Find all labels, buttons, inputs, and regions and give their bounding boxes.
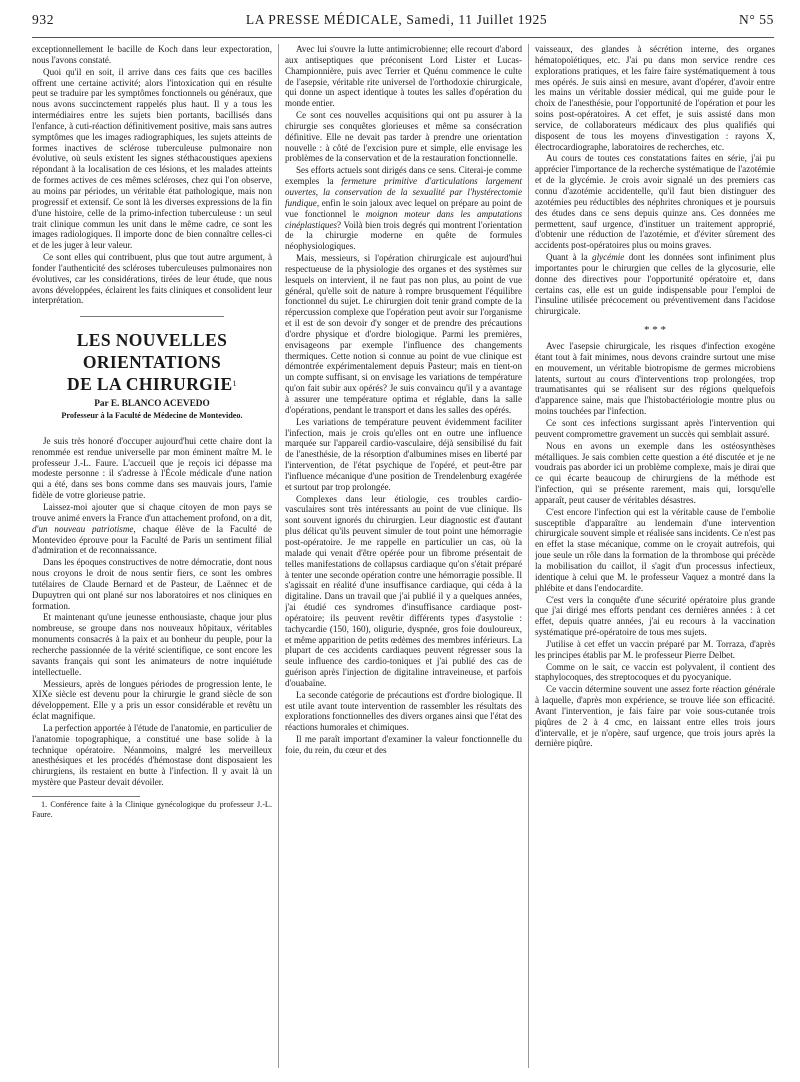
text-run: Laissez-moi ajouter que si chaque citoyen de mon pays se trouve animé envers la France d'un attachement profond, on a dit, bbox=[32, 502, 272, 523]
column-separator bbox=[528, 44, 529, 1068]
footnote: 1. Conférence faite à la Clinique gynécologique du professeur J.-L. Faure. bbox=[32, 799, 272, 819]
journal-title: LA PRESSE MÉDICALE, Samedi, 11 Juillet 1925 bbox=[245, 12, 548, 27]
paragraph bbox=[535, 252, 775, 317]
article-title bbox=[32, 329, 272, 395]
column-separator bbox=[278, 44, 279, 1068]
text-run: , enfin le soin jaloux avec lequel on prépare au point de vue fonctionnel le bbox=[285, 197, 522, 219]
section-divider bbox=[80, 316, 224, 317]
paragraph: Avec l'asepsie chirurgicale, les risques d'infection exogène étant tout à fait minimes, nous devons craindre surtout une mise en mouvement, un véritable biotropisme de germes microbiens latents, surtout au cours d'interventions trop prolongées, trop traumatisantes qui se réalisent sur des régions quelquefois d'apparence saine, mais que l'histobactériologie montre plus ou moins touchées par l'infection. bbox=[535, 341, 775, 417]
paragraph: La seconde catégorie de précautions est d'ordre biologique. Il est utile avant toute intervention de rassembler les résultats des explorations fonctionnelles des divers organes ainsi que l'état des réactions humorales et chimiques. bbox=[285, 689, 522, 733]
text-run: , chaque élève de la Faculté de Montevideo éprouve pour la Faculté de Paris un sentiment filial d'admiration et de reconnaissance. bbox=[32, 523, 272, 556]
paragraph: Quoi qu'il en soit, il arrive dans ces faits que ces bacilles offrent une certaine activité; alors l'intoxication qui en résulte peut se traduire par les symptômes fonctionnels ou généraux, que nous avons succinctement rappelés plus haut. Il y a tous les intermédiaires entre les sujets bien portants, bacillisés dans l'enfance, à cuti-réaction définitivement positive, mais sans autres symptômes que les images radiographiques, les sujets atteints de formes inactives de sclérose tuberculeuse pulmonaire non évolutive, où seuls existent les signes stéthacoustiques apexiens répondant à la localisation de ces lésions, et les malades atteints de formes actives de ces mêmes scléroses, chez qui l'on observe, au moins par périodes, un véritable état pathologique, mais non progressif et extensif. Ce sont là les diverses expressions de la fin d'une histoire, celle de la primo-infection tuberculeuse : un seul trait clinique commun les unit dans le même cadre, ce sont les images radiologiques. Il importe donc de bien connaître celles-ci et de les juger à leur valeur. bbox=[32, 66, 272, 251]
text-run: Quant à la bbox=[546, 252, 593, 263]
paragraph: exceptionnellement le bacille de Koch dans leur expectoration, nous l'avons constaté. bbox=[32, 44, 272, 65]
author-byline: Par E. BLANCO ACEVEDO bbox=[94, 399, 210, 410]
footnote-rule bbox=[32, 796, 140, 797]
paragraph bbox=[285, 165, 522, 252]
paragraph: Ce vaccin détermine souvent une assez forte réaction générale à laquelle, d'après mon expérience, se trouve liée son efficacité. Avant l'intervention, je fais faire par voie sous-cutanée trois piqûres de 2 à 4 cmc, en laissant entre elles trois jours d'intervalle, et je n'opère, sauf urgence, que trois jours après la dernière piqûre. bbox=[535, 684, 775, 749]
text-run: ? Voilà bien trois degrés qui montrent l'orientation de la chirurgie moderne en quête de formules néophysiologiques. bbox=[285, 219, 522, 252]
paragraph: Ce sont ces nouvelles acquisitions qui ont pu assurer à la chirurgie ses conquêtes glorieuses et même sa consécration définitive. Elle ne devait pas tarder à prendre une orientation nouvelle : à côté de l'excision pure et simple, elle envisage les problèmes de la conservation et de la restauration fonctionnelle. bbox=[285, 110, 522, 164]
paragraph: C'est encore l'infection qui est la véritable cause de l'embolie susceptible d'apparaître au lendemain d'une intervention chirurgicale souvent simple et réalisée sans incidents. Ce n'est pas en effet la stase mécanique, comme on le croyait autrefois, qui joue seule un rôle dans la formation de la thrombose qui précède la mobilisation du caillot, il s'agit d'un processus infectieux, identique à celui que M. le professeur Vaquez a montré dans la phlébite et dans l'endocardite. bbox=[535, 506, 775, 593]
issue-number: N° 55 bbox=[738, 12, 774, 27]
paragraph: Les variations de température peuvent évidemment faciliter l'infection, mais je crois qu'elles ont en outre une influence marquée sur l'appareil cardio-vasculaire, déjà sensibilisé du fait de l'anesthésie, de la résorption d'albumines mises en liberté par l'intervention, de l'état psychique de l'opéré, et peut-être par l'influence mécanique d'une position de Trendelenburg exagérée et surtout par trop prolongée. bbox=[285, 416, 522, 492]
paragraph: J'utilise à cet effet un vaccin préparé par M. Torraza, d'après les principes établis par M. le professeur Pierre Delbet. bbox=[535, 638, 775, 660]
asterism-divider: * * * bbox=[644, 324, 666, 337]
column-left bbox=[32, 44, 272, 1068]
running-header bbox=[32, 8, 774, 32]
italic-run: fermeture primitive d'articulations largement ouvertes, la conservation de la sexualité par l'hystérectomie fundique bbox=[285, 176, 522, 208]
paragraph: Je suis très honoré d'occuper aujourd'hui cette chaire dont la renommée est rendue universelle par mon éminent maître M. le professeur J.-L. Faure. L'accueil que je reçois ici dépasse ma modeste personne : il s'adresse à l'École médicale d'une nation qui a été, dans ses bons comme dans ses mauvais jours, l'amie fidèle de votre glorieuse patrie. bbox=[32, 435, 272, 501]
author-affiliation: Professeur à la Faculté de Médecine de Montevideo. bbox=[61, 411, 243, 421]
title-footnote-mark: 1 bbox=[232, 379, 237, 389]
paragraph: Ce sont ces infections surgissant après l'intervention qui peuvent compromettre gravement un succès qui semblait assuré. bbox=[535, 418, 775, 439]
header-rule bbox=[32, 37, 774, 38]
paragraph: Et maintenant qu'une jeunesse enthousiaste, chaque jour plus nombreuse, se groupe dans nos nouveaux hôpitaux, véritables monuments consacrés à la paix et au bonheur du peuple, pour la recherche passionnée de la vérité scientifique, ce sont encore les savants français qui sont les animateurs de notre inquiétude intellectuelle. bbox=[32, 612, 272, 677]
paragraph: La perfection apportée à l'étude de l'anatomie, en particulier de l'anatomie topographique, a constitué une base solide à la technique opératoire. Néanmoins, malgré les merveilleux anesthésiques et les procédés d'hémostase dont disposaient les chirurgiens, ils restaient en butte à l'infection. Il y avait là un mystère que Pasteur devait dévoiler. bbox=[32, 722, 272, 788]
paragraph: vaisseaux, des glandes à sécrétion interne, des organes hématopoïétiques, etc. J'ai pu dans mon service rendre ces explorations pratiques, et les faire faire systématiquement à tous mes opérés. Je suis ainsi en mesure, avant d'opérer, d'avoir entre les mains un véritable dossier médical, qui me guide pour le choix de l'anesthésie, pour l'opportunité de l'opération et pour les soins post-opératoires. A cet effet, je suis assisté dans mon service, de collaborateurs médicaux des plus qualifiés qui disposent de tous les moyens d'investigation : rayons X, électrocardiographe, laboratoires de recherches, etc. bbox=[535, 44, 775, 152]
page-number: 932 bbox=[32, 12, 55, 27]
paragraph bbox=[32, 502, 272, 556]
paragraph: Avec lui s'ouvre la lutte antimicrobienne; elle recourt d'abord aux antiseptiques que préconisent Lord Lister et Lucas-Championnière, puis avec Terrier et Quénu commence le culte de l'asepsie, véritable rite universel de l'orthodoxie chirurgicale, qui donne un aspect identique à toutes les salles d'opération du monde entier. bbox=[285, 44, 522, 109]
text-run: dont les données sont infiniment plus importantes pour le chirurgien que celles de la glycosurie, elle donne des directives pour l'opportunité opératoire et, dans certains cas, elle est un guide indispensable pour l'emploi de l'insuline utilisée précocement ou préventivement dans l'acidose chirurgicale. bbox=[535, 252, 775, 317]
paragraph: Mais, messieurs, si l'opération chirurgicale est aujourd'hui respectueuse de la physiologie des organes et des systèmes sur lesquels on intervient, il ne faut pas non plus, au point de vue général, qu'elle soit de nature à rompre brusquement l'équilibre fonctionnel du sujet. Le chirurgien doit tenir grand compte de la répercussion complexe que l'opération peut avoir sur l'organisme et il est de son devoir d'y songer et de prendre des précautions d'ordre physique et d'ordre biologique. Parmi les premières, envisageons par exemple l'influence des changements thermiques. Cette notion si connue au point de vue clinique est démontrée expérimentalement depuis Pasteur; mais en tient-on un compte suffisant, si on envisage les variations de température qu'on fait subir aux opérés? Je suis convaincu qu'il y a avantage à assurer une température optima et réglable, dans la salle d'opérations, pendant le transport et dans les salles des opérés. bbox=[285, 253, 522, 415]
column-right bbox=[535, 44, 775, 1068]
paragraph: Messieurs, après de longues périodes de progression lente, le XIXe siècle est devenu pour la chirurgie le grand siècle de son développement. Elle y a pris un essor considérable et revêtu un éclat magnifique. bbox=[32, 678, 272, 722]
paragraph: Il me paraît important d'examiner la valeur fonctionnelle du foie, du rein, du cœur et des bbox=[285, 734, 522, 755]
paragraph: Dans les époques constructives de notre démocratie, dont nous nous croyons le droit de nous sentir fiers, ce sont les ombres tutélaires de Claude Bernard et de Pasteur, de Laënnec et de Dupuytren qui ont plané sur nos laboratoires et nos cliniques en formation. bbox=[32, 557, 272, 611]
italic-run: d'un nouveau patriotisme bbox=[32, 523, 134, 534]
article-title-line2: DE LA CHIRURGIE bbox=[67, 374, 233, 395]
italic-run: moignon moteur dans les amputations cinéplastiques bbox=[285, 208, 522, 230]
paragraph: Nous en avons un exemple dans les ostéosynthèses métalliques. Je sais combien cette question a été discutée et je ne voudrais pas aborder ici un problème complexe, mais je dirai que ce qui écarte beaucoup de chirurgiens de la méthode est l'infection, qui se présente rarement, mais qui, lorsqu'elle apparaît, peut causer de véritables désastres. bbox=[535, 440, 775, 505]
paragraph: Complexes dans leur étiologie, ces troubles cardio-vasculaires sont très intéressants au point de vue clinique. Ils sont souvent ignorés du chirurgien. Leur diagnostic est d'autant plus délicat qu'ils peuvent simuler de tout point une hémorragie post-opératoire. Je me rappelle en particulier un cas, où la malade qui venait d'être opérée pour un fibrome présentait de telles manifestations de collapsus cardiaque qu'on s'était préparé à tenter une seconde opération contre une hémorragie possible. Il s'agissait en réalité d'une insuffisance cardiaque, qui céda à la digitaline. Dans un travail que j'ai publié il y a quelques années, j'ai étudié ces syndromes d'insuffisance cardiaque post-opératoire; ils peuvent revêtir différents types d'asystolie : tachycardie (150, 160), oligurie, dyspnée, gros foie douloureux, et même apparition de petits œdèmes des membres inférieurs. La plupart de ces accidents cardiaques peuvent régresser sous la seule influence des cardio-toniques et j'ai publié des cas de guérison après l'injection de digitaline intraveineuse, et parfois d'ouabaïne. bbox=[285, 493, 522, 688]
paragraph: Au cours de toutes ces constatations faites en série, j'ai pu apprécier l'importance de la recherche systématique de l'azotémie et de la glycémie. Je crois avoir signalé un des premiers cas connu d'azotémie accidentelle, qu'il faut bien distinguer des azotémies peu réductibles des néphrites chroniques et je poursuis des études dans ce sens depuis quinze ans. Ces données me permettent, sauf urgence, d'instituer un traitement approprié, d'obtenir une réduction de l'azotémie, et d'éviter sûrement des accidents post-opératoires plus ou moins graves. bbox=[535, 153, 775, 251]
paragraph: Comme on le sait, ce vaccin est polyvalent, il contient des staphylocoques, des streptocoques et du pyocyanique. bbox=[535, 661, 775, 683]
paragraph: C'est vers la conquête d'une sécurité opératoire plus grande que j'ai dirigé mes efforts pendant ces dernières années : à cet effet, depuis quatre années, j'ai eu recours à la vaccination systématique pré-opératoire de tous mes sujets. bbox=[535, 594, 775, 638]
column-middle bbox=[285, 44, 522, 1068]
paragraph: Ce sont elles qui contribuent, plus que tout autre argument, à fonder l'authenticité des scléroses tuberculeuses pulmonaires non évolutives, car les considérations, tirées de leur étude, que nous avons développées, éclairent les faits cliniques et consolident leur interprétation. bbox=[32, 252, 272, 306]
italic-run: glycémie bbox=[592, 252, 625, 263]
text-run: Ses efforts actuels sont dirigés dans ce sens. Citerai-je comme exemples la bbox=[285, 165, 522, 187]
article-title-line1: LES NOUVELLES ORIENTATIONS bbox=[76, 330, 228, 373]
